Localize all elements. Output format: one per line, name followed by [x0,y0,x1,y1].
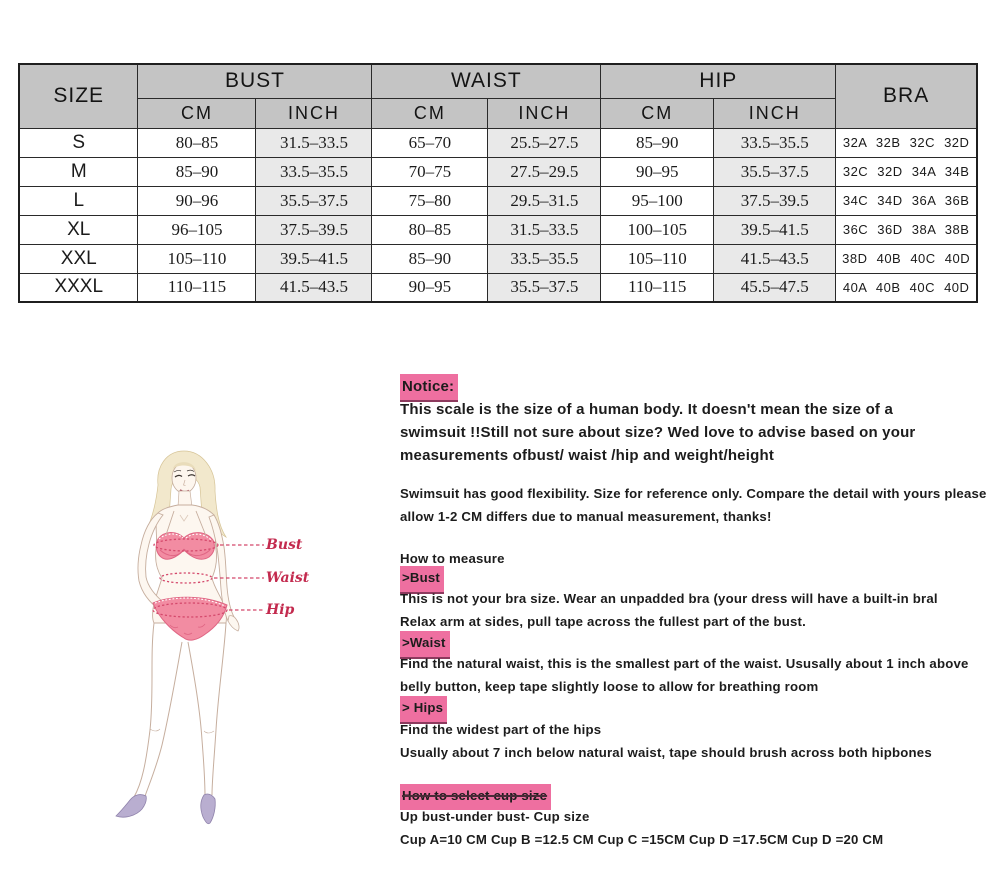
size-cell: XL [19,215,138,244]
waist-cm-cell: 75–80 [372,186,488,215]
bra-cell: 32A 32B 32C 32D [836,128,977,157]
header-hip-cm: CM [601,98,714,128]
hip-inch-cell: 37.5–39.5 [714,186,836,215]
table-row [19,244,977,273]
hip-cm-cell: 85–90 [601,128,714,157]
header-waist-inch: INCH [488,98,601,128]
right-shoe [201,794,215,824]
header-bust-inch: INCH [256,98,372,128]
bust-inch-cell: 39.5–41.5 [256,244,372,273]
size-cell: XXXL [19,273,138,302]
measurement-figure [100,445,303,845]
header-waist: WAIST [372,64,601,98]
cup-size-line-1: Up bust-under bust- Cup size [400,809,590,824]
cup-size-line-2: Cup A=10 CM Cup B =12.5 CM Cup C =15CM Cup D =17.5CM Cup D =20 CM [400,832,884,847]
notice-body: This scale is the size of a human body. It doesn't mean the size of a swimsuit !!Still not sure about size? Wed love to advise based on your measurements ofbust/ waist /hip and weight/height [400,401,916,464]
size-cell: XXL [19,244,138,273]
table-row [19,128,977,157]
table-row [19,273,977,302]
bust-cm-cell: 90–96 [138,186,256,215]
waist-cm-cell: 90–95 [372,273,488,302]
header-bust: BUST [138,64,372,98]
legs [134,623,226,799]
hip-cm-cell: 100–105 [601,215,714,244]
waist-inch-cell: 27.5–29.5 [488,157,601,186]
bust-inch-cell: 33.5–35.5 [256,157,372,186]
hip-inch-cell: 35.5–37.5 [714,157,836,186]
bra-cell: 32C 32D 34A 34B [836,157,977,186]
hip-cm-cell: 90–95 [601,157,714,186]
header-hip: HIP [601,64,836,98]
bust-instruction-1: This is not your bra size. Wear an unpadded bra (your dress will have a built-in bral [400,591,938,606]
header-hip-inch: INCH [714,98,836,128]
header-waist-cm: CM [372,98,488,128]
size-chart-table [18,63,978,303]
hips-instruction-1: Find the widest part of the hips [400,722,602,737]
hip-inch-cell: 41.5–43.5 [714,244,836,273]
bra-cell: 40A 40B 40C 40D [836,273,977,302]
hip-inch-cell: 45.5–47.5 [714,273,836,302]
size-cell: M [19,157,138,186]
header-size: SIZE [19,64,138,128]
table-row [19,157,977,186]
figure-hip-label: Hip [266,602,295,618]
waist-inch-cell: 25.5–27.5 [488,128,601,157]
waist-cm-cell: 85–90 [372,244,488,273]
how-to-measure-heading: How to measure [400,551,505,566]
bust-inch-cell: 41.5–43.5 [256,273,372,302]
figure-bust-label: Bust [266,537,303,553]
size-cell: S [19,128,138,157]
bust-cm-cell: 110–115 [138,273,256,302]
hips-instruction-2: Usually about 7 inch below natural waist, tape should brush across both hipbones [400,745,932,760]
bust-cm-cell: 105–110 [138,244,256,273]
hip-cm-cell: 95–100 [601,186,714,215]
bust-cm-cell: 80–85 [138,128,256,157]
bust-section-heading: >Bust [400,566,444,594]
left-shoe [116,795,146,818]
flexibility-note: Swimsuit has good flexibility. Size for reference only. Compare the detail with yours please allow 1-2 CM differs due to manual measurement, thanks! [400,486,987,524]
waist-section-heading: >Waist [400,631,450,659]
bra-cell: 34C 34D 36A 36B [836,186,977,215]
bust-cm-cell: 96–105 [138,215,256,244]
bust-inch-cell: 35.5–37.5 [256,186,372,215]
waist-cm-cell: 65–70 [372,128,488,157]
woman-sketch-illustration [100,445,303,845]
size-cell: L [19,186,138,215]
header-bra: BRA [836,64,977,128]
bust-inch-cell: 31.5–33.5 [256,128,372,157]
bra-cell: 38D 40B 40C 40D [836,244,977,273]
hips-section-heading: > Hips [400,696,447,724]
bust-instruction-2: Relax arm at sides, pull tape across the fullest part of the bust. [400,614,806,629]
hip-cm-cell: 110–115 [601,273,714,302]
waist-inch-cell: 35.5–37.5 [488,273,601,302]
table-row [19,186,977,215]
bust-inch-cell: 37.5–39.5 [256,215,372,244]
right-hand [228,616,239,631]
waist-inch-cell: 29.5–31.5 [488,186,601,215]
header-bust-cm: CM [138,98,256,128]
bra-cell: 36C 36D 38A 38B [836,215,977,244]
bust-cm-cell: 85–90 [138,157,256,186]
waist-cm-cell: 70–75 [372,157,488,186]
cup-size-heading: How to select cup size [400,784,551,810]
hip-cm-cell: 105–110 [601,244,714,273]
waist-instruction: Find the natural waist, this is the smallest part of the waist. Ususally about 1 inch above belly button, keep tape slightly loose to allow for breathing room [400,656,969,694]
waist-inch-cell: 31.5–33.5 [488,215,601,244]
figure-waist-label: Waist [266,570,310,586]
hip-inch-cell: 33.5–35.5 [714,128,836,157]
waist-inch-cell: 33.5–35.5 [488,244,601,273]
waist-cm-cell: 80–85 [372,215,488,244]
table-row [19,215,977,244]
hip-inch-cell: 39.5–41.5 [714,215,836,244]
notice-heading: Notice: [400,374,458,402]
